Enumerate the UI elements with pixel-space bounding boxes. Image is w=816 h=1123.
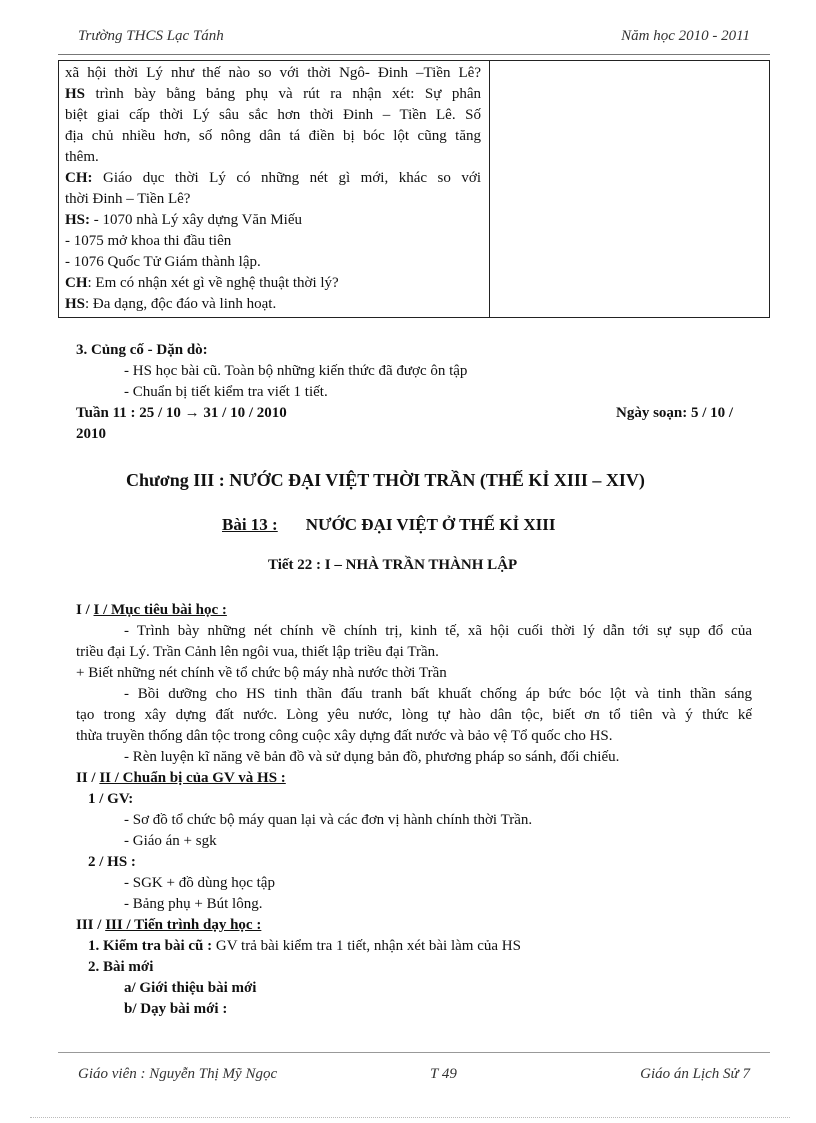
page-footer (58, 1066, 770, 1088)
speaker-label: HS (65, 86, 86, 102)
table-line: thêm. (65, 149, 99, 165)
table-line: CH: Em có nhận xét gì về nghệ thuật thời lý? (65, 275, 339, 291)
lesson-name: NƯỚC ĐẠI VIỆT Ở THẾ KỈ XIII (305, 515, 556, 534)
page-header (58, 28, 750, 50)
lesson-title (222, 513, 555, 537)
intro-lesson: a/ Giới thiệu bài mới (124, 980, 257, 996)
school-name: Trường THCS Lạc Tánh (78, 28, 224, 44)
objective-line: - Trình bày những nét chính về chính trị, kinh tế, xã hội cuối thời lý dẫn tới sự sụp đổ của (124, 623, 752, 639)
chapter-title: Chương III : NƯỚC ĐẠI VIỆT THỜI TRẦN (THẾ KỈ XIII – XIV) (126, 470, 645, 490)
teacher-name: Giáo viên : Nguyễn Thị Mỹ Ngọc (78, 1066, 278, 1082)
section-heading: III / III / Tiến trình dạy học : (76, 917, 262, 933)
hs-item: - Bảng phụ + Bút lông. (124, 896, 263, 912)
objective-line: + Biết những nét chính về tổ chức bộ máy nhà nước thời Trần (76, 665, 447, 681)
speaker-label: CH: (65, 170, 93, 186)
school-year: Năm học 2010 - 2011 (621, 28, 750, 44)
hs-label: 2 / HS : (88, 854, 136, 870)
table-line: xã hội thời Lý như thế nào so với thời Ngô- Đinh –Tiền Lê? (65, 65, 481, 81)
table-line: - 1076 Quốc Tử Giám thành lập. (65, 254, 261, 270)
consolidation-heading: 3. Củng cố - Dặn dò: (76, 342, 208, 358)
footer-divider (58, 1052, 770, 1053)
table-line: HS: - 1070 nhà Lý xây dựng Văn Miếu (65, 212, 303, 228)
gv-label: 1 / GV: (88, 791, 134, 807)
activity-cell (59, 61, 490, 318)
table-line: biệt giai cấp thời Lý sâu sắc hơn thời Đinh – Tiền Lê. Số (65, 107, 481, 123)
lesson-label: Bài 13 : (222, 515, 278, 534)
objective-line: - Bồi dưỡng cho HS tinh thần đấu tranh bất khuất chống áp bức bóc lột và tinh thần sáng (124, 686, 752, 702)
content-cell (490, 61, 770, 318)
speaker-label: HS: (65, 212, 91, 228)
prep-date: Ngày soạn: 5 / 10 / (616, 405, 734, 421)
teach-lesson: b/ Dạy bài mới : (124, 1001, 228, 1017)
gv-item: - Sơ đồ tổ chức bộ máy quan lại và các đơn vị hành chính thời Trần. (124, 812, 533, 828)
page-edge-divider (30, 1117, 790, 1118)
section-heading: II / II / Chuẩn bị của GV và HS : (76, 770, 286, 786)
subject-name: Giáo án Lịch Sử 7 (640, 1066, 750, 1082)
page-number: T 49 (430, 1066, 457, 1082)
consolidation-item: - HS học bài cũ. Toàn bộ những kiến thức đã được ôn tập (124, 363, 468, 379)
table-line: thời Đinh – Tiền Lê? (65, 191, 191, 207)
week-range: Tuần 11 : 25 / 10 → 31 / 10 / 2010 (76, 405, 287, 421)
objective-line: triều đại Lý. Trần Cảnh lên ngôi vua, thiết lập triều đại Trần. (76, 644, 439, 660)
table-line: - 1075 mở khoa thi đầu tiên (65, 233, 232, 249)
table-line: HS: Đa dạng, độc đáo và linh hoạt. (65, 296, 277, 312)
table-line: CH: Giáo dục thời Lý có những nét gì mới, khác so với (65, 170, 481, 186)
table-line: địa chủ nhiều hơn, số nông dân tá điền bị bóc lột cũng tăng (65, 128, 481, 144)
objective-line: thừa truyền thống dân tộc trong công cuộc xây dựng đất nước và bảo vệ Tổ quốc cho HS. (76, 728, 613, 744)
table-line: HS trình bày bằng bảng phụ và rút ra nhận xét: Sự phân (65, 86, 481, 102)
gv-item: - Giáo án + sgk (124, 833, 217, 849)
speaker-label: CH (65, 275, 88, 291)
period-title: Tiết 22 : I – NHÀ TRẦN THÀNH LẬP (268, 557, 518, 573)
prep-date-year: 2010 (76, 426, 106, 442)
new-lesson: 2. Bài mới (88, 959, 154, 975)
lesson-table (58, 60, 770, 318)
section-heading: I / I / Mục tiêu bài học : (76, 602, 227, 618)
check-old-lesson: 1. Kiểm tra bài cũ : GV trả bài kiểm tra 1 tiết, nhận xét bài làm của HS (88, 938, 521, 954)
objective-line: - Rèn luyện kĩ năng vẽ bản đồ và sử dụng bản đồ, phương pháp so sánh, đối chiếu. (124, 749, 620, 765)
consolidation-item: - Chuẩn bị tiết kiểm tra viết 1 tiết. (124, 384, 328, 400)
header-divider (58, 54, 770, 55)
hs-item: - SGK + đồ dùng học tập (124, 875, 275, 891)
objective-line: tạo trong xây dựng đất nước. Lòng yêu nước, lòng tự hào dân tộc, biết ơn tổ tiên và ý thức kế (76, 707, 752, 723)
speaker-label: HS (65, 296, 86, 312)
